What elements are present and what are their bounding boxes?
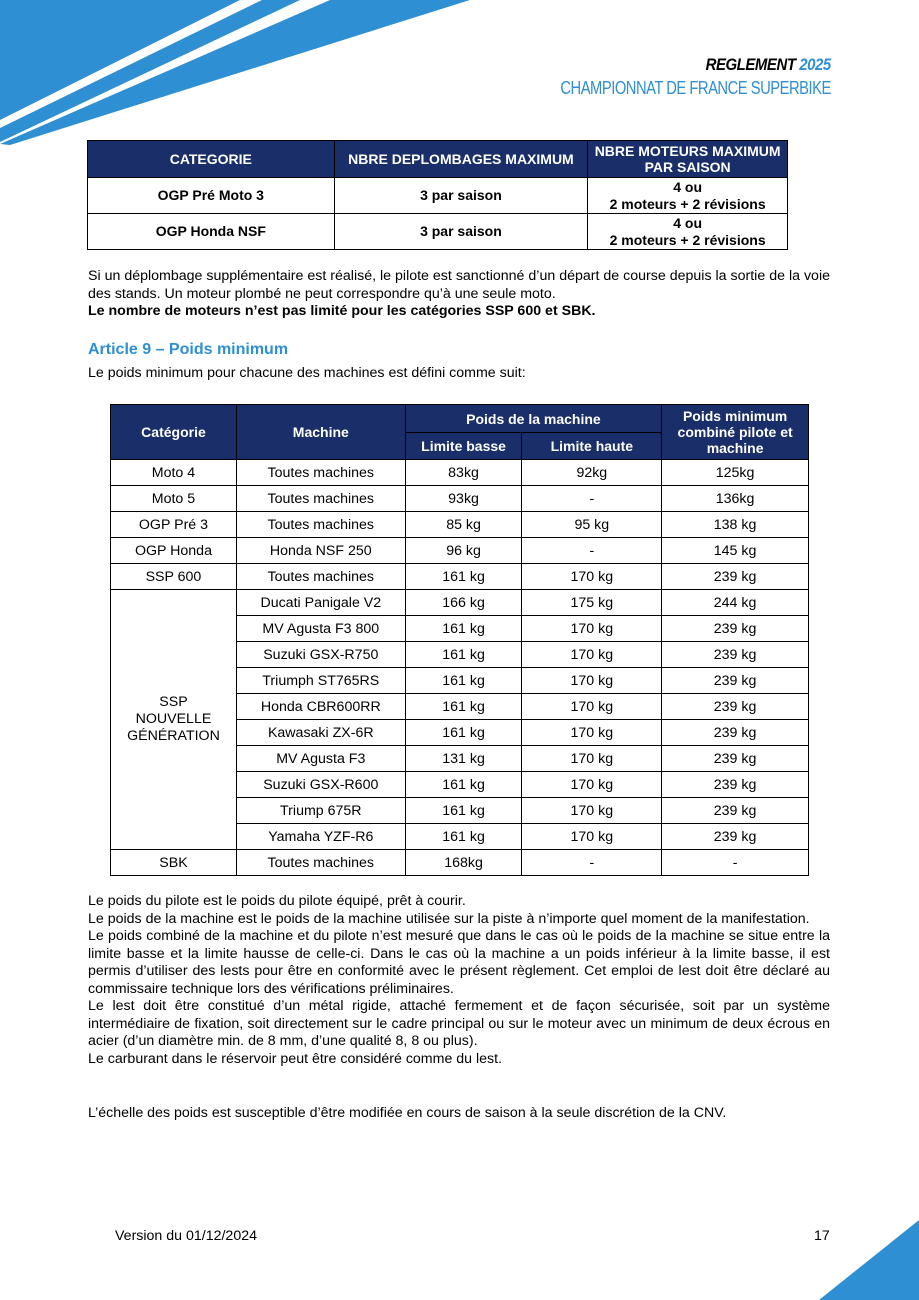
cell-limite-haute: 170 kg bbox=[522, 798, 662, 824]
article-9-intro: Le poids minimum pour chacune des machines est défini comme suit: bbox=[88, 365, 526, 381]
cell-poids-combine: 239 kg bbox=[662, 668, 809, 694]
cell-machine: Yamaha YZF-R6 bbox=[236, 824, 405, 850]
cell-limite-basse: 131 kg bbox=[405, 746, 522, 772]
table-row bbox=[88, 214, 788, 250]
table-row bbox=[111, 460, 809, 486]
cell-moteurs-line2: 2 moteurs + 2 révisions bbox=[609, 195, 766, 212]
header-moteurs: NBRE MOTEURS MAXIMUM PAR SAISON bbox=[588, 141, 788, 178]
cell-limite-haute: 170 kg bbox=[522, 694, 662, 720]
cell-limite-basse: 93kg bbox=[405, 486, 522, 512]
cell-poids-combine: 136kg bbox=[662, 486, 809, 512]
cell-limite-haute: 95 kg bbox=[522, 512, 662, 538]
corner-stripes-decoration bbox=[0, 0, 480, 145]
cell-machine: Suzuki GSX-R750 bbox=[236, 642, 405, 668]
cell-poids-combine: 239 kg bbox=[662, 694, 809, 720]
cell-limite-basse: 83kg bbox=[405, 460, 522, 486]
cell-limite-basse: 96 kg bbox=[405, 538, 522, 564]
machine-weight-text: Le poids de la machine est le poids de la machine utilisée sur la piste à n’importe quel moment de la manifestation. bbox=[88, 910, 810, 927]
cell-machine: Honda CBR600RR bbox=[236, 694, 405, 720]
cell-poids-combine: 138 kg bbox=[662, 512, 809, 538]
weights-explanation bbox=[88, 893, 830, 1068]
cell-limite-haute: 92kg bbox=[522, 460, 662, 486]
cell-categorie: Moto 5 bbox=[111, 486, 237, 512]
header-categorie: Catégorie bbox=[111, 405, 237, 460]
cell-machine: Kawasaki ZX-6R bbox=[236, 720, 405, 746]
weights-table-header-row1 bbox=[111, 405, 809, 433]
cell-poids-combine: 239 kg bbox=[662, 746, 809, 772]
cell-limite-haute: 170 kg bbox=[522, 564, 662, 590]
engines-table-header bbox=[88, 141, 788, 178]
cell-moteurs bbox=[588, 214, 788, 250]
cell-limite-basse: 85 kg bbox=[405, 512, 522, 538]
cell-machine: Toutes machines bbox=[236, 460, 405, 486]
cell-limite-haute: 175 kg bbox=[522, 590, 662, 616]
cell-limite-haute: - bbox=[522, 486, 662, 512]
ssp-ng-label-line2: NOUVELLE bbox=[135, 711, 212, 727]
weights-table bbox=[110, 404, 809, 876]
cell-categorie: SBK bbox=[111, 850, 237, 876]
header-limite-basse: Limite basse bbox=[405, 433, 522, 460]
deplombage-text: Si un déplombage supplémentaire est réalisé, le pilote est sanctionné d’un départ de course depuis la sortie de la voie des stands. Un moteur plombé ne peut correspondre qu’à une seule moto. bbox=[88, 268, 830, 302]
cell-machine: Toutes machines bbox=[236, 850, 405, 876]
cell-moteurs bbox=[588, 178, 788, 214]
page-number: 17 bbox=[814, 1228, 830, 1244]
cell-limite-basse: 161 kg bbox=[405, 616, 522, 642]
cell-machine: MV Agusta F3 bbox=[236, 746, 405, 772]
cell-moteurs-line1: 4 ou bbox=[673, 214, 703, 231]
cell-machine: MV Agusta F3 800 bbox=[236, 616, 405, 642]
cell-machine: Toutes machines bbox=[236, 486, 405, 512]
header-poids-machine: Poids de la machine bbox=[405, 405, 662, 433]
cell-limite-basse: 161 kg bbox=[405, 694, 522, 720]
header-limite-haute: Limite haute bbox=[522, 433, 662, 460]
corner-triangle-decoration bbox=[819, 1220, 919, 1300]
table-row bbox=[111, 590, 809, 616]
cell-limite-haute: 170 kg bbox=[522, 824, 662, 850]
table-row bbox=[88, 178, 788, 214]
cell-poids-combine: 239 kg bbox=[662, 772, 809, 798]
cell-categorie: SSP 600 bbox=[111, 564, 237, 590]
ballast-text: Le lest doit être constitué d’un métal rigide, attaché fermement et de façon sécurisée, soit par un système intermédiaire de fixation, soit directement sur le cadre principal ou sur le moteur avec un minimum de deux écrous en acier (d’un diamètre min. de 8 mm, d’une qualité 8, 8 ou plus). bbox=[88, 998, 830, 1049]
cell-limite-basse: 161 kg bbox=[405, 824, 522, 850]
table-row bbox=[111, 512, 809, 538]
cell-machine: Toutes machines bbox=[236, 564, 405, 590]
cell-poids-combine: 244 kg bbox=[662, 590, 809, 616]
cell-machine: Toutes machines bbox=[236, 512, 405, 538]
cell-categorie: OGP Honda NSF bbox=[88, 214, 335, 250]
cell-poids-combine: 125kg bbox=[662, 460, 809, 486]
cell-deplombages: 3 par saison bbox=[334, 178, 588, 214]
cell-limite-haute: - bbox=[522, 538, 662, 564]
cell-poids-combine: - bbox=[662, 850, 809, 876]
engines-table bbox=[87, 140, 788, 250]
cell-limite-basse: 161 kg bbox=[405, 564, 522, 590]
combined-weight-text: Le poids combiné de la machine et du pilote n’est mesuré que dans le cas où le poids de la machine se situe entre la limite basse et la limite hausse de celle-ci. Dans le cas où la machine a un poids inférieur à la limite basse, il est permis d’utiliser des lests pour être en conformité avec le présent règlement. Cet emploi de lest doit être déclaré au commissaire technique lors des vérifications préliminaires. bbox=[88, 928, 830, 997]
header-machine: Machine bbox=[236, 405, 405, 460]
cell-limite-haute: 170 kg bbox=[522, 772, 662, 798]
cell-deplombages: 3 par saison bbox=[334, 214, 588, 250]
cell-limite-haute: - bbox=[522, 850, 662, 876]
article-9-title: Article 9 – Poids minimum bbox=[88, 341, 289, 358]
header-year: 2025 bbox=[799, 55, 831, 74]
cell-moteurs-line1: 4 ou bbox=[673, 178, 703, 195]
cell-machine: Honda NSF 250 bbox=[236, 538, 405, 564]
deplombage-paragraph bbox=[88, 268, 830, 321]
cell-categorie: OGP Pré Moto 3 bbox=[88, 178, 335, 214]
cell-limite-haute: 170 kg bbox=[522, 642, 662, 668]
cell-poids-combine: 239 kg bbox=[662, 564, 809, 590]
table-row bbox=[111, 538, 809, 564]
cell-limite-basse: 161 kg bbox=[405, 668, 522, 694]
cell-poids-combine: 145 kg bbox=[662, 538, 809, 564]
ssp-ng-label-line3: GÉNÉRATION bbox=[127, 728, 220, 744]
cell-categorie: OGP Honda bbox=[111, 538, 237, 564]
engines-unlimited-note: Le nombre de moteurs n’est pas limité pour les catégories SSP 600 et SBK. bbox=[88, 303, 596, 319]
header-deplombages: NBRE DEPLOMBAGES MAXIMUM bbox=[334, 141, 588, 178]
cell-limite-basse: 161 kg bbox=[405, 772, 522, 798]
cell-machine: Suzuki GSX-R600 bbox=[236, 772, 405, 798]
header-championship: CHAMPIONNAT DE FRANCE SUPERBIKE bbox=[560, 78, 831, 98]
cell-limite-basse: 166 kg bbox=[405, 590, 522, 616]
header-reglement bbox=[541, 56, 831, 73]
cell-poids-combine: 239 kg bbox=[662, 824, 809, 850]
document-header bbox=[501, 56, 831, 97]
cell-machine: Triumph ST765RS bbox=[236, 668, 405, 694]
header-categorie: CATEGORIE bbox=[88, 141, 335, 178]
footer-version: Version du 01/12/2024 bbox=[115, 1228, 257, 1244]
weight-scale-note: L’échelle des poids est susceptible d’être modifiée en cours de saison à la seule discrétion de la CNV. bbox=[88, 1105, 727, 1121]
cell-categorie: OGP Pré 3 bbox=[111, 512, 237, 538]
cell-poids-combine: 239 kg bbox=[662, 642, 809, 668]
table-row bbox=[111, 850, 809, 876]
header-reglement-word: REGLEMENT bbox=[705, 55, 796, 74]
cell-limite-basse: 161 kg bbox=[405, 720, 522, 746]
cell-poids-combine: 239 kg bbox=[662, 616, 809, 642]
cell-poids-combine: 239 kg bbox=[662, 798, 809, 824]
cell-limite-haute: 170 kg bbox=[522, 668, 662, 694]
table-row bbox=[111, 486, 809, 512]
cell-categorie-ssp-ng bbox=[111, 590, 237, 850]
cell-machine: Triump 675R bbox=[236, 798, 405, 824]
table-row bbox=[111, 564, 809, 590]
cell-categorie: Moto 4 bbox=[111, 460, 237, 486]
cell-limite-haute: 170 kg bbox=[522, 616, 662, 642]
fuel-text: Le carburant dans le réservoir peut être considéré comme du lest. bbox=[88, 1050, 503, 1067]
cell-poids-combine: 239 kg bbox=[662, 720, 809, 746]
cell-moteurs-line2: 2 moteurs + 2 révisions bbox=[609, 231, 766, 248]
pilot-weight-text: Le poids du pilote est le poids du pilote équipé, prêt à courir. bbox=[88, 893, 466, 909]
header-poids-combine: Poids minimum combiné pilote et machine bbox=[662, 405, 809, 460]
cell-limite-haute: 170 kg bbox=[522, 720, 662, 746]
cell-limite-haute: 170 kg bbox=[522, 746, 662, 772]
cell-limite-basse: 161 kg bbox=[405, 798, 522, 824]
cell-limite-basse: 168kg bbox=[405, 850, 522, 876]
cell-limite-basse: 161 kg bbox=[405, 642, 522, 668]
ssp-ng-label-line1: SSP bbox=[159, 694, 188, 710]
cell-machine: Ducati Panigale V2 bbox=[236, 590, 405, 616]
